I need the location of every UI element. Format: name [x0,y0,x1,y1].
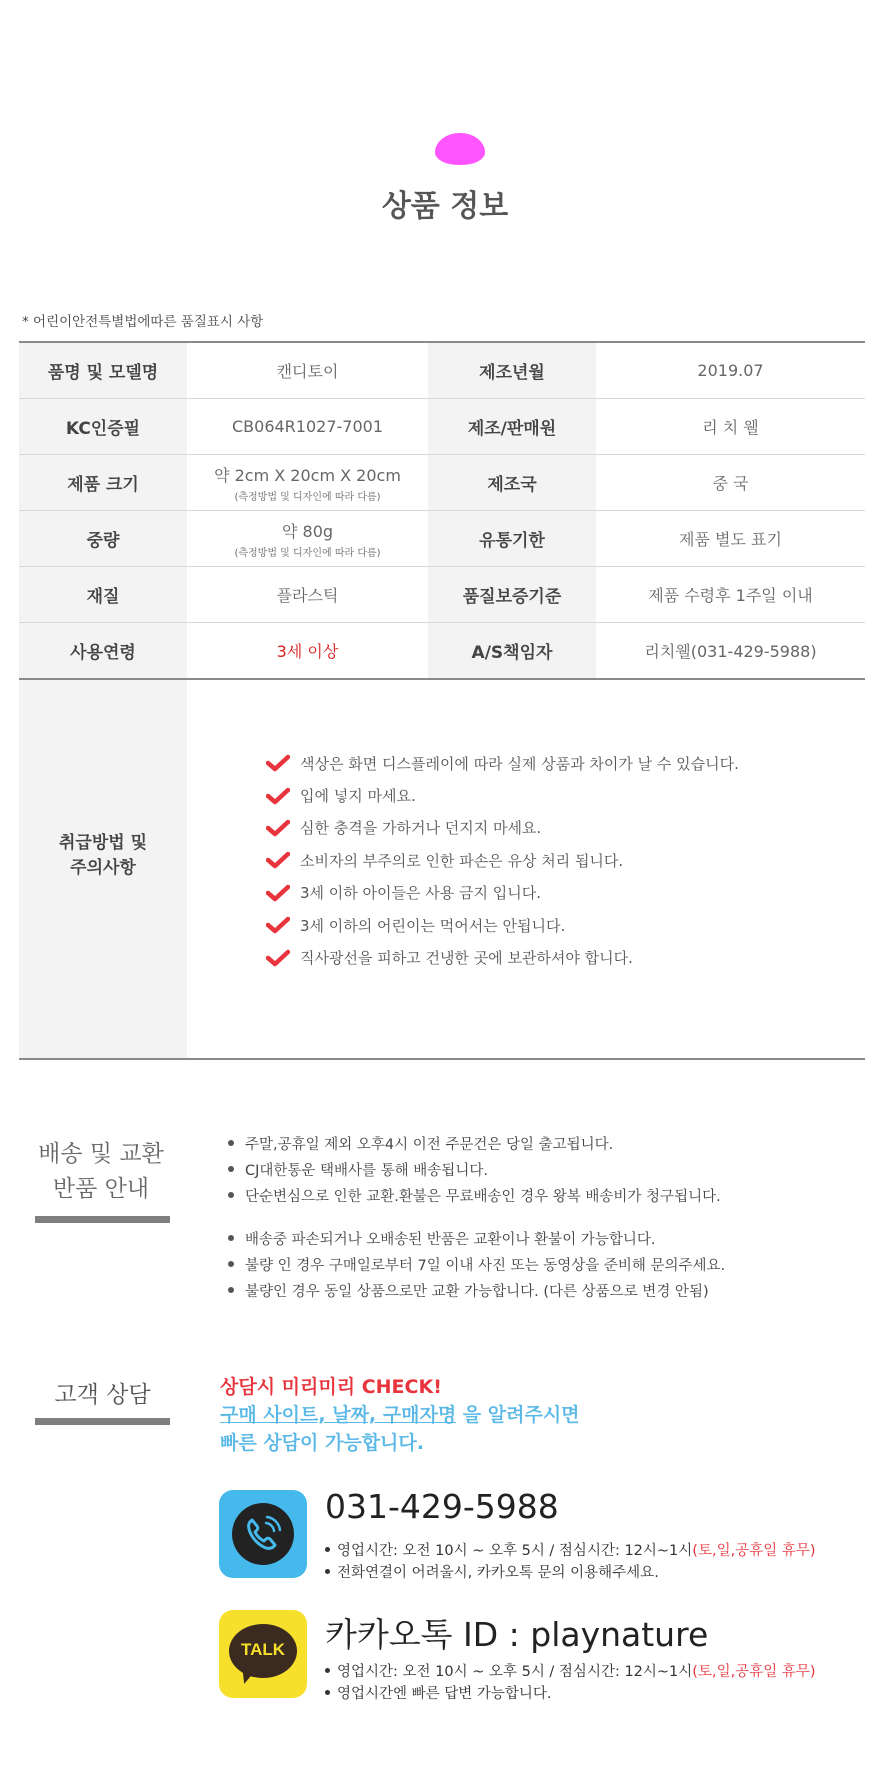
spec-key: 품명 및 모델명 [19,342,187,399]
kakao-hours: 영업시간: 오전 10시 ~ 오후 5시 / 점심시간: 12시~1시 (토,일,공휴일 휴무) [325,1660,816,1681]
page-title: 상품 정보 [381,189,509,224]
spec-key: KC인증필 [19,399,187,455]
care-item: 색상은 화면 디스플레이에 따라 실제 상품과 차이가 날 수 있습니다. [266,747,739,779]
spec-key: 유통기한 [428,511,596,567]
shipping-item: 단순변심으로 인한 교환.환불은 무료배송인 경우 왕복 배송비가 청구됩니다. [228,1182,721,1208]
check-icon [266,949,290,967]
spec-row [19,623,865,680]
spec-key: 제조국 [428,455,596,511]
check-icon [266,819,290,837]
spec-value: 캔디토이 [187,342,428,399]
spec-table [19,341,865,680]
spec-value: 중 국 [596,455,865,511]
spec-key: 품질보증기준 [428,567,596,623]
spec-value: 플라스틱 [187,567,428,623]
spec-value: 리치웰(031-429-5988) [596,623,865,680]
info-line-2: 빠른 상담이 가능합니다. [220,1432,424,1454]
phone-icon[interactable] [219,1490,307,1578]
kakao-badge-text: TALK [240,1640,286,1659]
check-icon [266,884,290,902]
spec-row [19,511,865,567]
check-icon [266,754,290,772]
spec-key: 제품 크기 [19,455,187,511]
spec-key: 중량 [19,511,187,567]
phone-hours: 영업시간: 오전 10시 ~ 오후 5시 / 점심시간: 12시~1시 (토,일,공휴일 휴무) [325,1539,816,1560]
care-item: 3세 이하의 어린이는 먹어서는 안됩니다. [266,909,739,941]
spec-key: 제조/판매원 [428,399,596,455]
shipping-item: 불량인 경우 동일 상품으로만 교환 가능합니다. (다른 상품으로 변경 안됨) [228,1277,725,1303]
spec-value: 약 80g (측정방법 및 디자인에 따라 다름) [187,511,428,567]
phone-number[interactable]: 031-429-5988 [325,1487,559,1526]
check-notice: 상담시 미리미리 CHECK! [220,1376,442,1398]
spec-value: 리 치 웰 [596,399,865,455]
spec-value: CB064R1027-7001 [187,399,428,455]
spec-row [19,567,865,623]
phone-icon-circle [232,1503,294,1565]
kakao-talk-icon[interactable] [219,1610,307,1698]
customer-heading-underline [35,1418,170,1425]
spec-value: 2019.07 [596,342,865,399]
shipping-list-1 [228,1130,721,1208]
pink-blob-icon [435,133,485,165]
care-section [19,680,865,1060]
spec-row [19,455,865,511]
check-icon [266,787,290,805]
check-icon [266,851,290,869]
shipping-heading-underline [35,1216,170,1223]
care-label: 취급방법 및 주의사항 [58,833,148,878]
shipping-item: 주말,공휴일 제외 오후4시 이전 주문건은 당일 출고됩니다. [228,1130,721,1156]
shipping-item: 배송중 파손되거나 오배송된 반품은 교환이나 환불이 가능합니다. [228,1225,725,1251]
spec-value: 약 2cm X 20cm X 20cm (측정방법 및 디자인에 따라 다름) [187,455,428,511]
quality-note: * 어린이안전특별법에따른 품질표시 사항 [22,314,264,330]
care-item: 심한 충격을 가하거나 던지지 마세요. [266,812,739,844]
check-icon [266,916,290,934]
care-list [266,747,739,974]
care-item: 소비자의 부주의로 인한 파손은 유상 처리 됩니다. [266,844,739,876]
shipping-heading: 배송 및 교환 반품 안내 [38,1141,164,1202]
spec-value: 3세 이상 [187,623,428,680]
shipping-item: CJ대한통운 택배사를 통해 배송됩니다. [228,1156,721,1182]
care-item: 3세 이하 아이들은 사용 금지 입니다. [266,877,739,909]
spec-value: 제품 별도 표기 [596,511,865,567]
spec-value: 제품 수령후 1주일 이내 [596,567,865,623]
kakao-id[interactable]: 카카오톡 ID : playnature [325,1615,709,1654]
phone-handset-icon [232,1503,294,1565]
spec-row [19,399,865,455]
shipping-list-2 [228,1225,725,1303]
phone-note: 전화연결이 어려울시, 카카오톡 문의 이용해주세요. [325,1561,659,1582]
spec-value-note: (측정방법 및 디자인에 따라 다름) [234,547,381,559]
spec-key: 재질 [19,567,187,623]
spec-key: 제조년월 [428,342,596,399]
care-item: 입에 넣지 마세요. [266,779,739,811]
shipping-item: 불량 인 경우 구매일로부터 7일 이내 사진 또는 동영상을 준비해 문의주세요. [228,1251,725,1277]
kakao-note: 영업시간엔 빠른 답변 가능합니다. [325,1682,552,1703]
spec-row [19,342,865,399]
spec-key: A/S책임자 [428,623,596,680]
info-line-1: 구매 사이트, 날짜, 구매자명 을 알려주시면 [220,1404,580,1426]
spec-value-note: (측정방법 및 디자인에 따라 다름) [234,491,381,503]
customer-heading: 고객 상담 [54,1382,151,1408]
care-item: 직사광선을 피하고 건냉한 곳에 보관하셔야 합니다. [266,941,739,973]
spec-key: 사용연령 [19,623,187,680]
